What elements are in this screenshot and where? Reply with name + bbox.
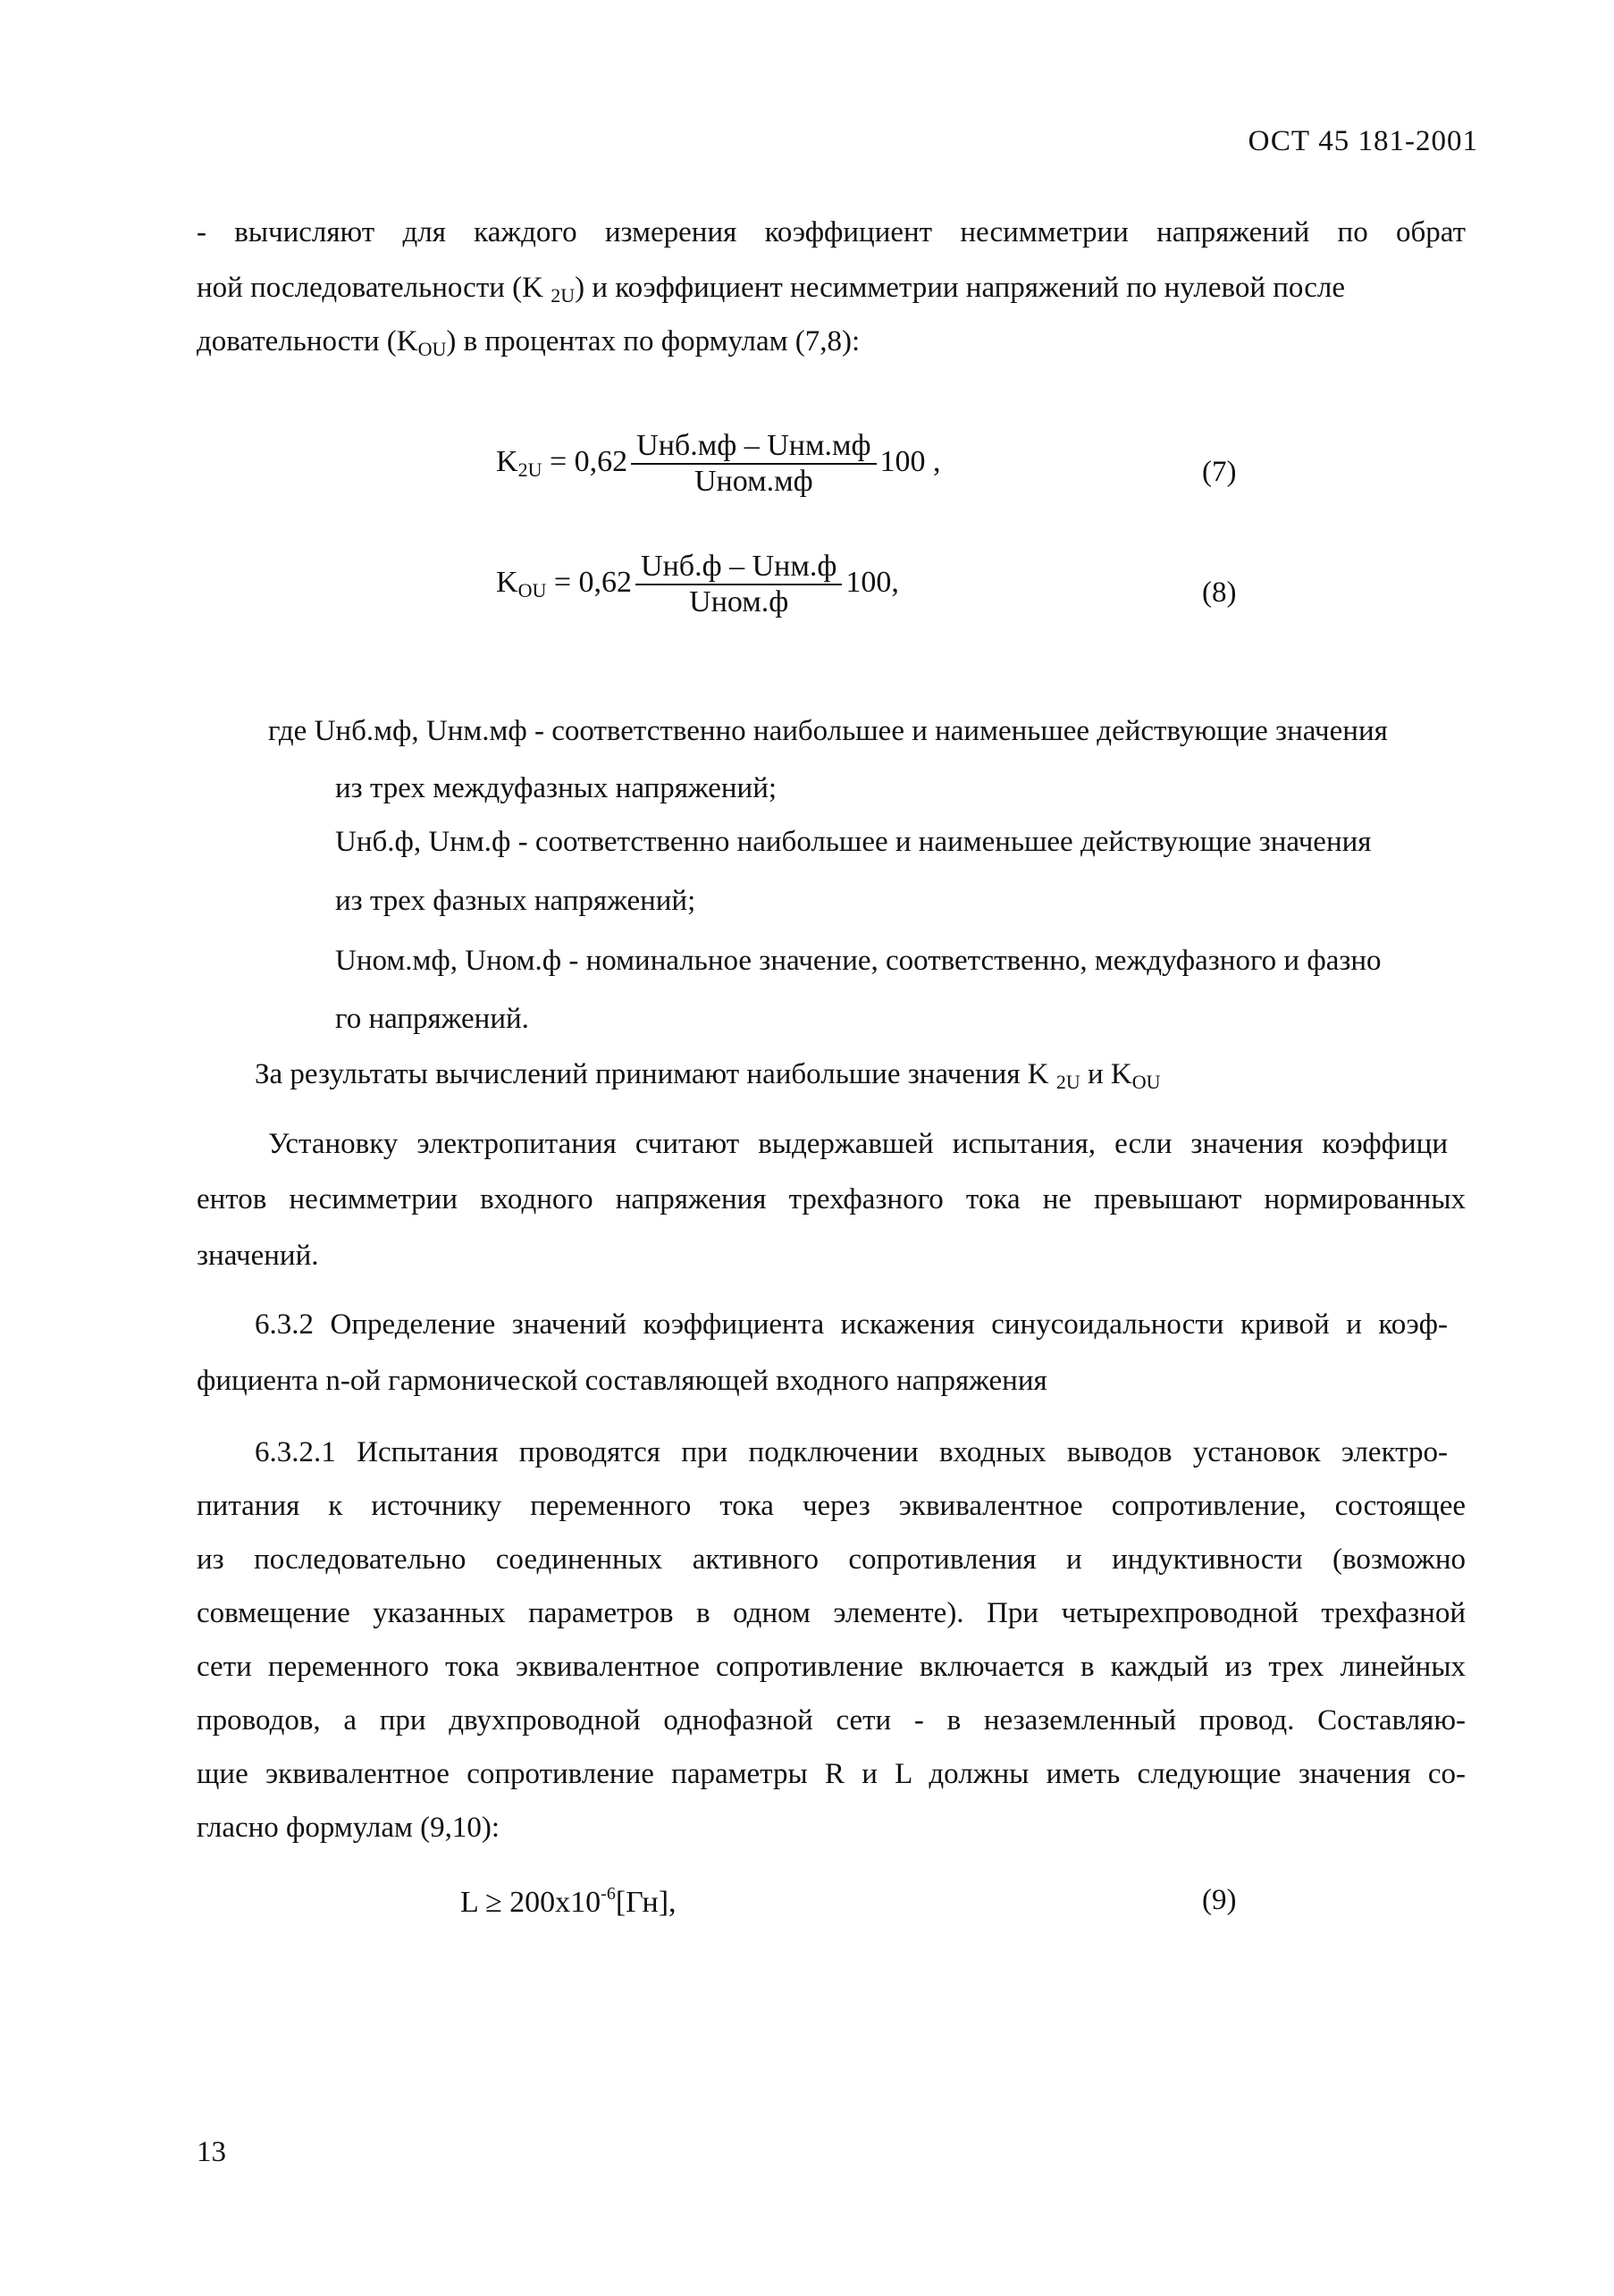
paragraph-line: из последовательно соединенных активного сопротивления и индуктивности (возможно [197,1543,1466,1576]
formula-lhs-subscript: OU [517,578,547,601]
formula-lhs: L ≥ 200x10 [460,1886,601,1919]
definition-line: Uнб.ф, Uнм.ф - соответственно наибольшее и наименьшее действующие значения [335,826,1372,858]
text-fragment: и K [1080,1058,1132,1090]
paragraph-line: проводов, а при двухпроводной однофазной сети - в незаземленный провод. Составляю- [197,1704,1466,1737]
paragraph-line: 6.3.2.1 Испытания проводятся при подключении входных выводов установок электро- [255,1436,1448,1468]
formula-unit: [Гн], [615,1886,677,1919]
definition-line: го напряжений. [335,1003,529,1035]
page-number: 13 [197,2136,226,2168]
results-line [255,1056,1452,1100]
formula-numerator: Uнб.мф – Uнм.мф [631,429,876,465]
formula-tail: 100, [845,565,899,599]
paragraph-line: Установку электропитания считают выдержавшей испытания, если значения коэффици [268,1128,1448,1160]
formula-coefficient: = 0,62 [542,444,628,478]
document-code: ОСТ 45 181-2001 [1248,125,1478,157]
text-fragment: довательности (K [197,325,418,357]
paragraph-line: сети переменного тока эквивалентное сопротивление включается в каждый из трех линейных [197,1651,1466,1683]
formula-9 [460,1884,677,1920]
formula-denominator: Uном.ф [689,585,789,618]
subscript: 2U [1055,1071,1080,1093]
formula-lhs: K [496,444,518,478]
formula-numerator: Uнб.ф – Uнм.ф [635,550,842,585]
formula-denominator: Uном.мф [694,465,813,498]
definition-line: из трех междуфазных напряжений; [335,772,778,804]
subscript: OU [417,338,447,360]
paragraph-line [197,324,1466,367]
subscript: 2U [551,284,576,307]
subscript: OU [1131,1071,1161,1093]
paragraph-line: гласно формулам (9,10): [197,1812,500,1844]
formula-8 [496,550,899,619]
section-heading-line: фициента n-ой гармонической составляющей входного напряжения [197,1365,1047,1397]
paragraph-line: ентов несимметрии входного напряжения трехфазного тока не превышают нормированных [197,1183,1466,1215]
paragraph-line [197,270,1466,314]
equation-number: (9) [1202,1884,1237,1916]
formula-lhs: K [496,565,518,599]
formula-fraction [631,429,876,499]
paragraph-line: - вычисляют для каждого измерения коэффициент несимметрии напряжений по обрат [197,216,1466,248]
formula-tail: 100 , [879,444,941,478]
formula-7 [496,429,941,499]
definition-line: из трех фазных напряжений; [335,885,696,917]
section-heading-line: 6.3.2 Определение значений коэффициента искажения синусоидальности кривой и коэф- [255,1308,1448,1341]
paragraph-line: питания к источнику переменного тока через эквивалентное сопротивление, состоящее [197,1490,1466,1522]
formula-lhs-subscript: 2U [517,458,542,481]
text-fragment: За результаты вычислений принимают наибольшие значения K [255,1058,1056,1090]
text-fragment: ) в процентах по формулам (7,8): [446,325,861,357]
formula-coefficient: = 0,62 [546,565,633,599]
text-fragment: ) и коэффициент несимметрии напряжений по нулевой после [575,272,1345,304]
equation-number: (7) [1202,456,1237,488]
text-fragment: ной последовательности (K [197,272,551,304]
definition-line: где Uнб.мф, Uнм.мф - соответственно наибольшее и наименьшее действующие значения [268,715,1388,747]
formula-exponent: -6 [601,1884,616,1904]
paragraph-line: совмещение указанных параметров в одном элементе). При четырехпроводной трехфазной [197,1597,1466,1629]
paragraph-line: значений. [197,1240,319,1272]
paragraph-line: щие эквивалентное сопротивление параметры R и L должны иметь следующие значения со- [197,1758,1466,1790]
definition-line: Uном.мф, Uном.ф - номинальное значение, соответственно, междуфазного и фазно [335,945,1382,977]
equation-number: (8) [1202,576,1237,609]
formula-fraction [635,550,842,619]
